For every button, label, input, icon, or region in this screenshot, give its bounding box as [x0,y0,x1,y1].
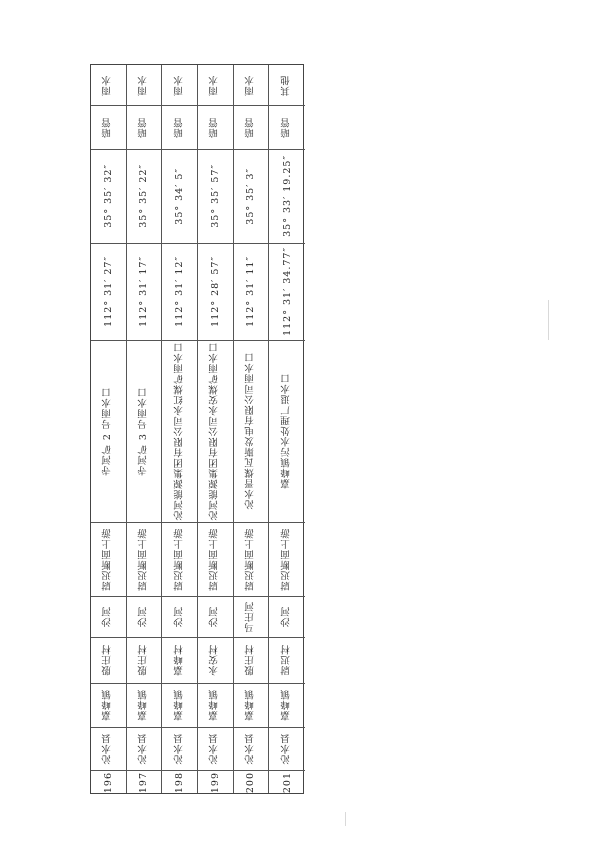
cell-river [127,596,162,637]
cell-outlet [234,340,269,522]
cell-text-river: 马庄河 [244,600,256,633]
row-divider [234,105,269,106]
cell-village [127,637,162,683]
cell-outlet [127,340,162,522]
cell-text-longitude: 112° 31′ 11″ [245,256,257,327]
row-divider [91,727,126,728]
cell-outlet [91,340,126,522]
cell-text-river: 沙河 [281,606,293,627]
cell-text-method: 暗管 [209,116,221,138]
cell-text-method: 暗管 [137,116,149,138]
cell-text-river: 沙河 [137,606,149,627]
row-divider [198,770,233,771]
row-divider [198,340,233,341]
cell-county [127,727,162,770]
table-row [234,65,270,793]
cell-river [198,596,233,637]
cell-section [269,522,305,596]
cell-text-type: 雨水 [209,74,221,96]
cell-text-no: 198 [174,771,186,794]
cell-village [269,637,305,683]
cell-text-no: 201 [281,771,293,794]
cell-longitude [162,243,197,340]
cell-text-river: 沙河 [102,606,114,627]
cell-text-section: 尉迟断面上游 [244,527,256,591]
cell-outlet [269,340,305,522]
cell-section [198,522,233,596]
table-row [269,65,305,793]
row-divider [198,149,233,150]
cell-latitude [127,149,162,243]
cell-method [162,105,197,149]
cell-text-town: 嘉峰镇 [209,689,221,721]
cell-type [127,65,162,105]
cell-latitude [269,149,305,243]
row-divider [269,683,305,684]
cell-no [162,770,197,795]
cell-village [234,637,269,683]
cell-text-no: 196 [102,771,114,794]
row-divider [127,770,162,771]
cell-text-latitude: 35° 35′ 32″ [102,164,114,228]
cell-town [234,683,269,727]
row-divider [162,149,197,150]
cell-text-outlet: 沁河能源集团有限公司永安煤矿雨水口 [209,341,221,521]
cell-type [162,65,197,105]
cell-text-section: 尉迟断面上游 [102,527,114,591]
row-divider [91,596,126,597]
cell-text-outlet: 沁水晋煤瓦斯发电有限公司雨水口 [244,352,256,510]
row-divider [234,149,269,150]
row-divider [198,596,233,597]
row-divider [198,637,233,638]
row-divider [198,683,233,684]
cell-county [269,727,305,770]
row-divider [127,243,162,244]
table-row [127,65,163,793]
cell-text-section: 尉迟断面上游 [281,527,293,591]
cell-text-village: 殷庄村 [102,644,114,676]
row-divider [234,596,269,597]
row-divider [234,243,269,244]
row-divider [127,105,162,106]
row-divider [162,727,197,728]
cell-outlet [162,340,197,522]
scan-mark [345,812,346,826]
row-divider [127,149,162,150]
cell-text-no: 199 [209,771,221,794]
cell-text-river: 沙河 [173,606,185,627]
row-divider [127,596,162,597]
cell-text-county: 沁水县 [102,732,114,765]
table-row [198,65,234,793]
row-divider [162,105,197,106]
cell-county [162,727,197,770]
cell-text-town: 嘉峰镇 [281,689,293,721]
cell-text-section: 尉迟断面上游 [173,527,185,591]
cell-latitude [91,149,126,243]
cell-village [162,637,197,683]
cell-text-latitude: 35° 33′ 19.25″ [281,155,293,237]
cell-type [234,65,269,105]
row-divider [91,770,126,771]
row-divider [234,727,269,728]
cell-text-type: 雨水 [173,74,185,96]
cell-river [162,596,197,637]
row-divider [269,340,305,341]
row-divider [127,340,162,341]
cell-no [127,770,162,795]
row-divider [162,596,197,597]
cell-text-latitude: 35° 35′ 57″ [209,164,221,228]
cell-village [198,637,233,683]
cell-text-longitude: 112° 31′ 12″ [174,256,186,327]
cell-text-village: 嘉峰村 [173,644,185,676]
row-divider [127,522,162,523]
cell-text-river: 沙河 [209,606,221,627]
row-divider [91,637,126,638]
row-divider [234,637,269,638]
cell-text-town: 嘉峰镇 [244,689,256,721]
cell-text-village: 殷庄村 [137,644,149,676]
cell-longitude [234,243,269,340]
cell-text-type: 雨水 [244,74,256,96]
row-divider [269,149,305,150]
outfall-table [90,64,304,794]
cell-county [91,727,126,770]
cell-text-outlet: 寺河矿 3 号雨水口 [137,386,149,476]
cell-method [198,105,233,149]
row-divider [269,596,305,597]
row-divider [127,727,162,728]
cell-longitude [269,243,305,340]
cell-text-method: 暗管 [244,116,256,138]
row-divider [91,522,126,523]
cell-text-latitude: 35° 35′ 22″ [138,164,150,228]
row-divider [269,727,305,728]
cell-text-longitude: 112° 28′ 57″ [209,256,221,327]
cell-text-county: 沁水县 [209,732,221,765]
row-divider [127,683,162,684]
cell-town [127,683,162,727]
row-divider [234,683,269,684]
cell-type [269,65,305,105]
cell-river [269,596,305,637]
cell-longitude [127,243,162,340]
cell-method [234,105,269,149]
row-divider [162,522,197,523]
cell-village [91,637,126,683]
row-divider [269,522,305,523]
row-divider [91,105,126,106]
cell-text-outlet: 嘉峰镇污水处理厂退水口 [281,373,293,489]
cell-text-method: 暗管 [281,116,293,138]
row-divider [91,340,126,341]
row-divider [198,522,233,523]
cell-text-type: 其他 [281,74,293,96]
cell-no [234,770,269,795]
cell-text-latitude: 35° 34′ 5″ [174,167,186,225]
table-row [91,65,127,793]
row-divider [162,243,197,244]
cell-method [269,105,305,149]
cell-text-section: 尉迟断面上游 [137,527,149,591]
cell-type [198,65,233,105]
cell-text-town: 嘉峰镇 [102,689,114,721]
cell-text-type: 雨水 [137,74,149,96]
row-divider [91,683,126,684]
cell-outlet [198,340,233,522]
cell-method [127,105,162,149]
row-divider [91,243,126,244]
cell-text-county: 沁水县 [137,732,149,765]
cell-county [198,727,233,770]
cell-text-longitude: 112° 31′ 34.77″ [281,247,293,336]
cell-text-no: 200 [245,771,257,794]
cell-method [91,105,126,149]
row-divider [162,770,197,771]
cell-town [91,683,126,727]
cell-river [91,596,126,637]
cell-text-county: 沁水县 [244,732,256,765]
cell-text-section: 尉迟断面上游 [209,527,221,591]
cell-text-latitude: 35° 35′ 3″ [245,167,257,225]
row-divider [269,243,305,244]
cell-no [91,770,126,795]
row-divider [91,149,126,150]
cell-town [198,683,233,727]
row-divider [198,105,233,106]
row-divider [269,637,305,638]
cell-text-town: 嘉峰镇 [173,689,185,721]
cell-text-village: 殷庄村 [244,644,256,676]
cell-town [269,683,305,727]
cell-text-outlet: 沁河能源集团有限公司永红煤矿雨水口 [173,341,185,521]
row-divider [162,340,197,341]
cell-latitude [234,149,269,243]
cell-text-method: 暗管 [173,116,185,138]
cell-text-town: 嘉峰镇 [137,689,149,721]
cell-text-longitude: 112° 31′ 27″ [102,256,114,327]
cell-text-county: 沁水县 [281,732,293,765]
row-divider [198,243,233,244]
cell-longitude [91,243,126,340]
scan-mark [548,300,549,340]
row-divider [162,637,197,638]
row-divider [234,770,269,771]
cell-text-type: 雨水 [102,74,114,96]
cell-text-longitude: 112° 31′ 17″ [138,256,150,327]
row-divider [234,522,269,523]
table-row [162,65,198,793]
row-divider [234,340,269,341]
cell-section [91,522,126,596]
row-divider [269,105,305,106]
cell-section [234,522,269,596]
cell-text-no: 197 [138,771,150,794]
cell-section [162,522,197,596]
cell-latitude [198,149,233,243]
row-divider [162,683,197,684]
cell-text-county: 沁水县 [173,732,185,765]
cell-text-village: 尉迟村 [281,644,293,676]
cell-river [234,596,269,637]
cell-text-outlet: 寺河矿 2 号雨水口 [102,386,114,476]
row-divider [269,770,305,771]
cell-no [269,770,305,795]
cell-longitude [198,243,233,340]
cell-town [162,683,197,727]
cell-no [198,770,233,795]
cell-section [127,522,162,596]
cell-type [91,65,126,105]
cell-text-village: 永安村 [209,644,221,676]
row-divider [198,727,233,728]
row-divider [127,637,162,638]
cell-text-method: 暗管 [102,116,114,138]
cell-latitude [162,149,197,243]
cell-county [234,727,269,770]
